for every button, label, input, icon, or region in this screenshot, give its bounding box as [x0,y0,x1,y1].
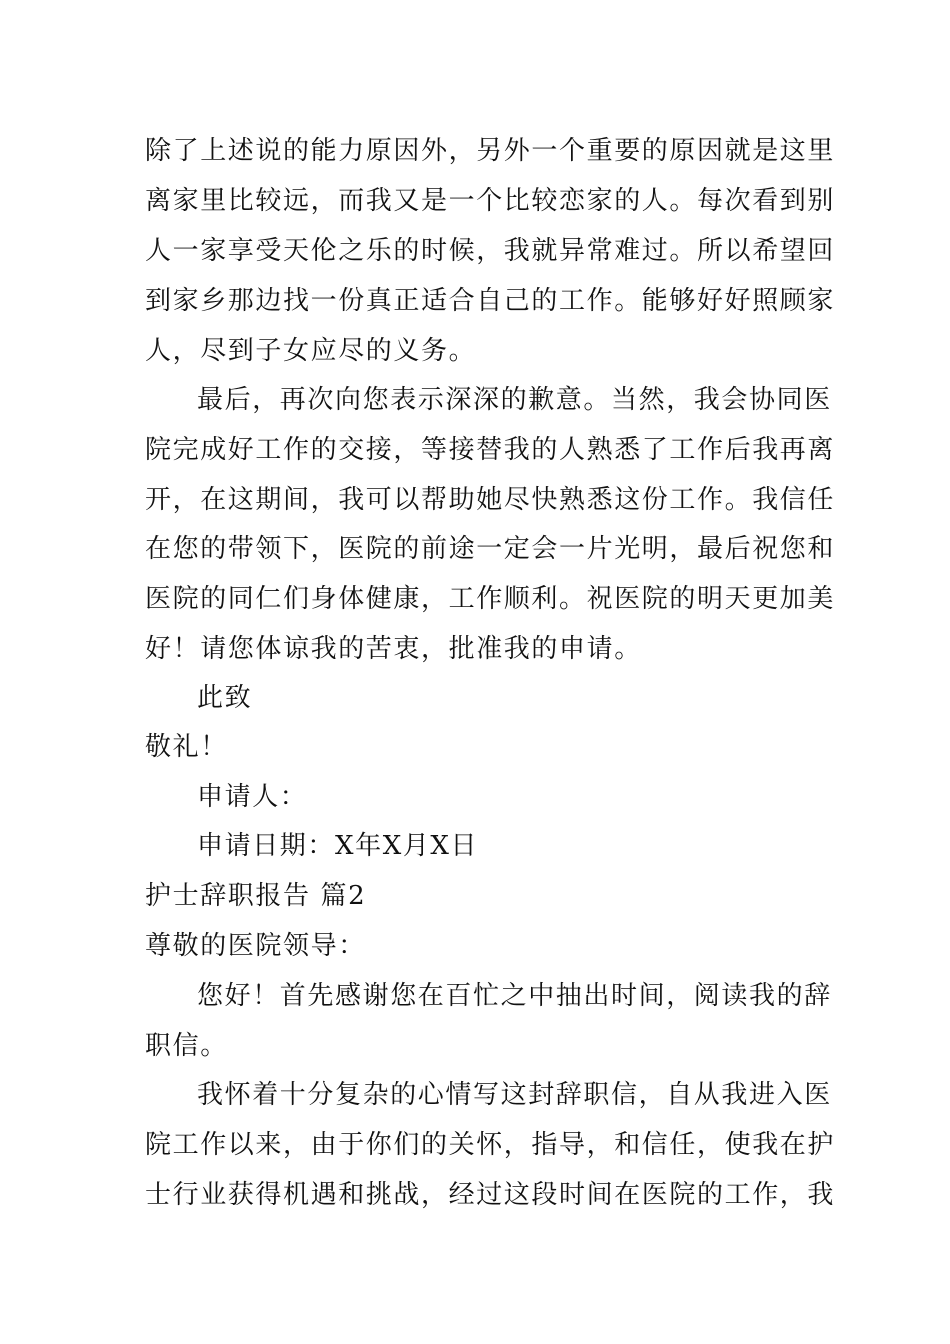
text-line: 士行业获得机遇和挑战，经过这段时间在医院的工作，我 [145,1180,836,1210]
text-line: 离家里比较远，而我又是一个比较恋家的人。每次看到别 [145,186,836,216]
text-line: 院工作以来，由于你们的关怀，指导，和信任，使我在护 [145,1130,836,1160]
text-line: 开，在这期间，我可以帮助她尽快熟悉这份工作。我信任 [145,485,836,515]
letter-salutation: 尊敬的医院领导： [145,931,366,961]
text-line: 在您的带领下，医院的前途一定会一片光明，最后祝您和 [145,534,836,564]
closing-regards: 敬礼！ [145,732,228,762]
text-line: 职信。 [145,1031,228,1061]
closing-salutation: 此致 [197,683,253,713]
text-line: 院完成好工作的交接，等接替我的人熟悉了工作后我再离 [145,435,836,465]
application-date: 申请日期：X年X月X日 [197,831,479,861]
text-line: 您好！首先感谢您在百忙之中抽出时间，阅读我的辞 [197,981,832,1011]
text-line: 医院的同仁们身体健康，工作顺利。祝医院的明天更加美 [145,584,836,614]
text-line: 到家乡那边找一份真正适合自己的工作。能够好好照顾家 [145,286,836,316]
applicant-label: 申请人： [197,782,308,812]
text-line: 好！请您体谅我的苦衷，批准我的申请。 [145,634,642,664]
text-line: 人一家享受天伦之乐的时候，我就异常难过。所以希望回 [145,236,836,266]
section-heading: 护士辞职报告 篇2 [145,881,367,911]
text-line: 我怀着十分复杂的心情写这封辞职信，自从我进入医 [197,1080,832,1110]
text-line: 最后，再次向您表示深深的歉意。当然，我会协同医 [197,385,832,415]
text-line: 除了上述说的能力原因外，另外一个重要的原因就是这里 [145,136,836,166]
text-line: 人，尽到子女应尽的义务。 [145,336,477,366]
